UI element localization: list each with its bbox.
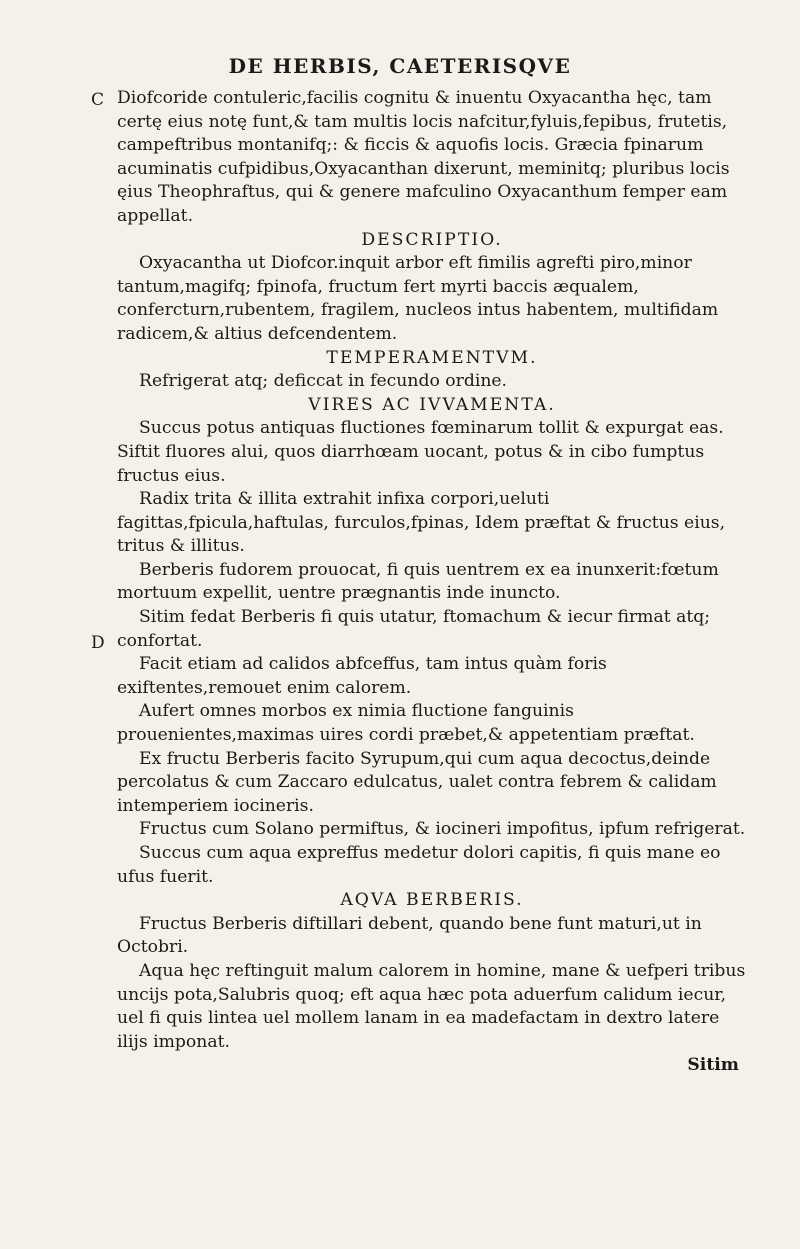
paragraph: Succus cum aqua expreffus medetur dolori capitis, fi quis mane eo ufus fuerit.	[117, 843, 721, 887]
section-heading: TEMPERAMENTVM.	[326, 347, 538, 368]
paragraph: Succus potus antiquas fluctiones fœminarum tollit & expurgat eas. Siftit fluores alui, quos diarrhœam uocant, potus & in cibo fumptus fructus eius.	[117, 418, 724, 486]
section-heading: DESCRIPTIO.	[361, 229, 503, 250]
paragraph: Ex fructu Berberis facito Syrupum,qui cum aqua decoctus,deinde percolatus & cum Zaccaro edulcatus, ualet contra febrem & calidam intemperiem iocineris.	[117, 748, 717, 816]
paragraph: Refrigerat atq; deficcat in fecundo ordine.	[139, 371, 508, 392]
paragraph: Fructus Berberis diftillari debent, quando bene funt maturi,ut in Octobri.	[117, 913, 702, 958]
paragraph: Radix trita & illita extrahit infixa corpori,ueluti fagittas,fpicula,haftulas, furculos,fpinas, Idem præftat & fructus eius, tritus & illitus.	[117, 489, 726, 557]
page-header: DE HERBIS, CAETERISQVE	[228, 54, 572, 78]
paragraph: Facit etiam ad calidos abfceffus, tam intus quàm foris exiftentes,remouet enim calorem.	[117, 654, 607, 698]
paragraph: Sitim fedat Berberis fi quis utatur, ftomachum & iecur firmat atq; confortat.	[117, 607, 711, 651]
paragraph: Berberis fudorem prouocat, fi quis uentrem ex ea inunxerit:fœtum mortuum expellit, uentre prægnantis inde inuncto.	[117, 559, 719, 604]
paragraph: Fructus cum Solano permiftus, & iocineri impofitus, ipfum refrigerat.	[139, 819, 746, 840]
section-heading: AQVA BERBERIS.	[340, 890, 524, 911]
paragraph: Aqua hęc reftinguit malum calorem in homine, mane & uefperi tribus uncijs pota,Salubris quoq; eft aqua hæc pota aduerfum calidum iecur, uel fi quis lintea uel mollem lanam in ea madefactam in dextro latere ilijs imponat.	[117, 960, 746, 1052]
margin-letter-d: D	[91, 633, 105, 653]
body-text	[117, 87, 747, 1078]
paragraph: Diofcoride contuleric,facilis cognitu & inuentu Oxyacantha hęc, tam certę eius notę funt,& tam multis locis nafcitur,fyluis,fepibus, frutetis, campeftribus montanifq;: & ficcis & aquofis locis. Græcia fpinarum acuminatis cufpidibus,Oxyacanthan dixerunt, meminitq; pluribus locis ęius Theophraftus, qui & genere mafculino Oxyacanthum femper eam appellat.	[117, 88, 730, 226]
catchword: Sitim	[687, 1055, 739, 1076]
section-heading: VIRES AC IVVAMENTA.	[308, 394, 556, 415]
paragraph: Oxyacantha ut Diofcor.inquit arbor eft fimilis agrefti piro,minor tantum,magifq; fpinofa, fructum fert myrti baccis æqualem, confercturn,rubentem, fragilem, nucleos intus habentem, multifidam radicem,& altius defcendentem.	[117, 253, 719, 344]
margin-letter-c: C	[91, 90, 105, 110]
paragraph: Aufert omnes morbos ex nimia fluctione fanguinis prouenientes,maximas uires cordi præbet,& appetentiam præftat.	[117, 701, 695, 746]
